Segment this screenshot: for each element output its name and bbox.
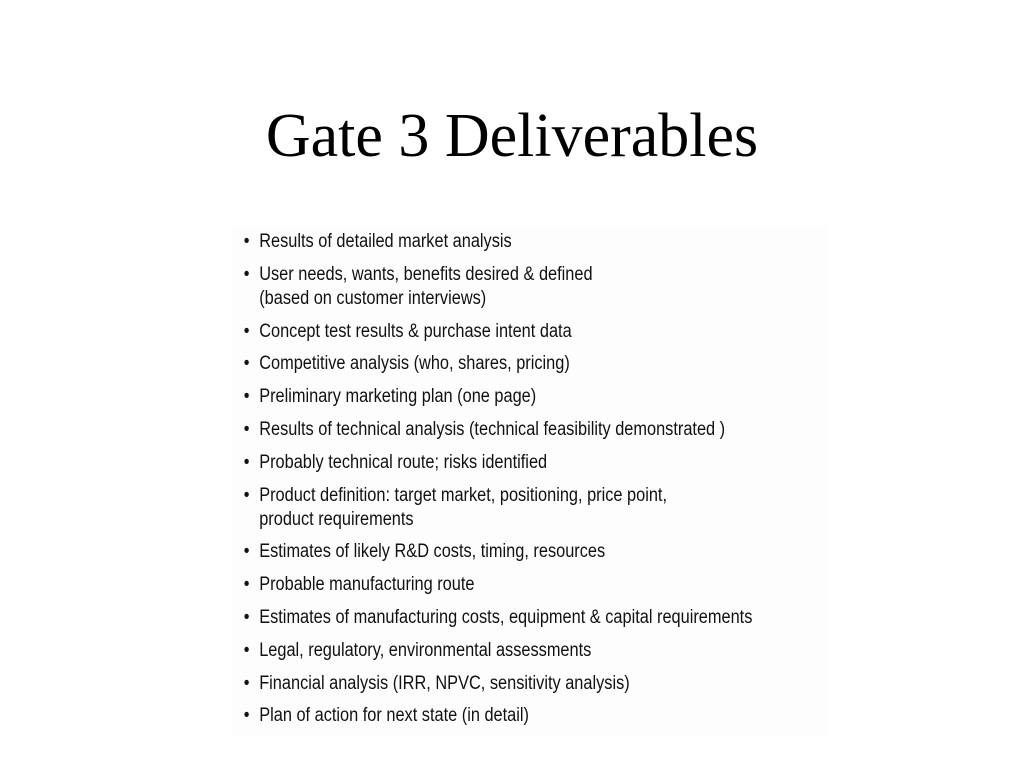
bullet-icon: • <box>243 541 250 563</box>
bullet-icon: • <box>243 353 250 375</box>
list-item <box>242 230 810 254</box>
list-item-text: Estimates of manufacturing costs, equipment & capital requirements <box>259 606 753 628</box>
list-item <box>242 573 810 597</box>
list-item-text: Financial analysis (IRR, NPVC, sensitivity analysis) <box>259 672 630 694</box>
list-item <box>242 704 810 728</box>
list-item <box>242 639 810 663</box>
list-item-text: Plan of action for next state (in detail) <box>259 705 529 727</box>
bullet-icon: • <box>243 705 250 727</box>
list-item <box>242 418 810 442</box>
list-item <box>242 672 810 696</box>
list-item-text: Results of detailed market analysis <box>259 231 512 252</box>
list-item-text: User needs, wants, benefits desired & defined <box>259 263 593 285</box>
bullet-icon: • <box>243 263 250 285</box>
bullet-icon: • <box>243 639 250 661</box>
list-item-text-continued: (based on customer interviews) <box>259 287 487 309</box>
bullet-icon: • <box>243 320 250 342</box>
list-item-text: Results of technical analysis (technical feasibility demonstrated ) <box>259 418 726 440</box>
list-item <box>242 606 810 630</box>
slide-title: Gate 3 Deliverables <box>265 102 759 170</box>
list-item-text-continued: product requirements <box>259 508 414 530</box>
bullet-icon: • <box>243 484 250 506</box>
list-item <box>242 320 810 344</box>
list-item <box>242 352 810 376</box>
bullet-icon: • <box>243 672 250 694</box>
list-item-text: Product definition: target market, positioning, price point, <box>259 484 668 506</box>
list-item-text: Concept test results & purchase intent data <box>259 320 572 342</box>
list-item <box>242 484 810 532</box>
list-item-text: Competitive analysis (who, shares, pricing) <box>259 353 570 375</box>
bullet-icon: • <box>243 606 250 628</box>
list-item-text: Preliminary marketing plan (one page) <box>259 386 537 408</box>
bullet-icon: • <box>243 418 250 440</box>
list-item-text: Estimates of likely R&D costs, timing, resources <box>259 541 606 563</box>
list-item <box>242 451 810 475</box>
list-item-text: Legal, regulatory, environmental assessments <box>259 639 592 661</box>
list-item-text: Probable manufacturing route <box>259 574 475 596</box>
bullet-icon: • <box>243 386 250 408</box>
bullet-icon: • <box>243 451 250 473</box>
bullet-icon: • <box>243 574 250 596</box>
deliverables-list <box>242 230 810 737</box>
list-item-text: Probably technical route; risks identified <box>259 451 548 473</box>
list-item <box>242 540 810 564</box>
list-item <box>242 385 810 409</box>
bullet-icon: • <box>243 231 250 252</box>
list-item <box>242 263 810 311</box>
